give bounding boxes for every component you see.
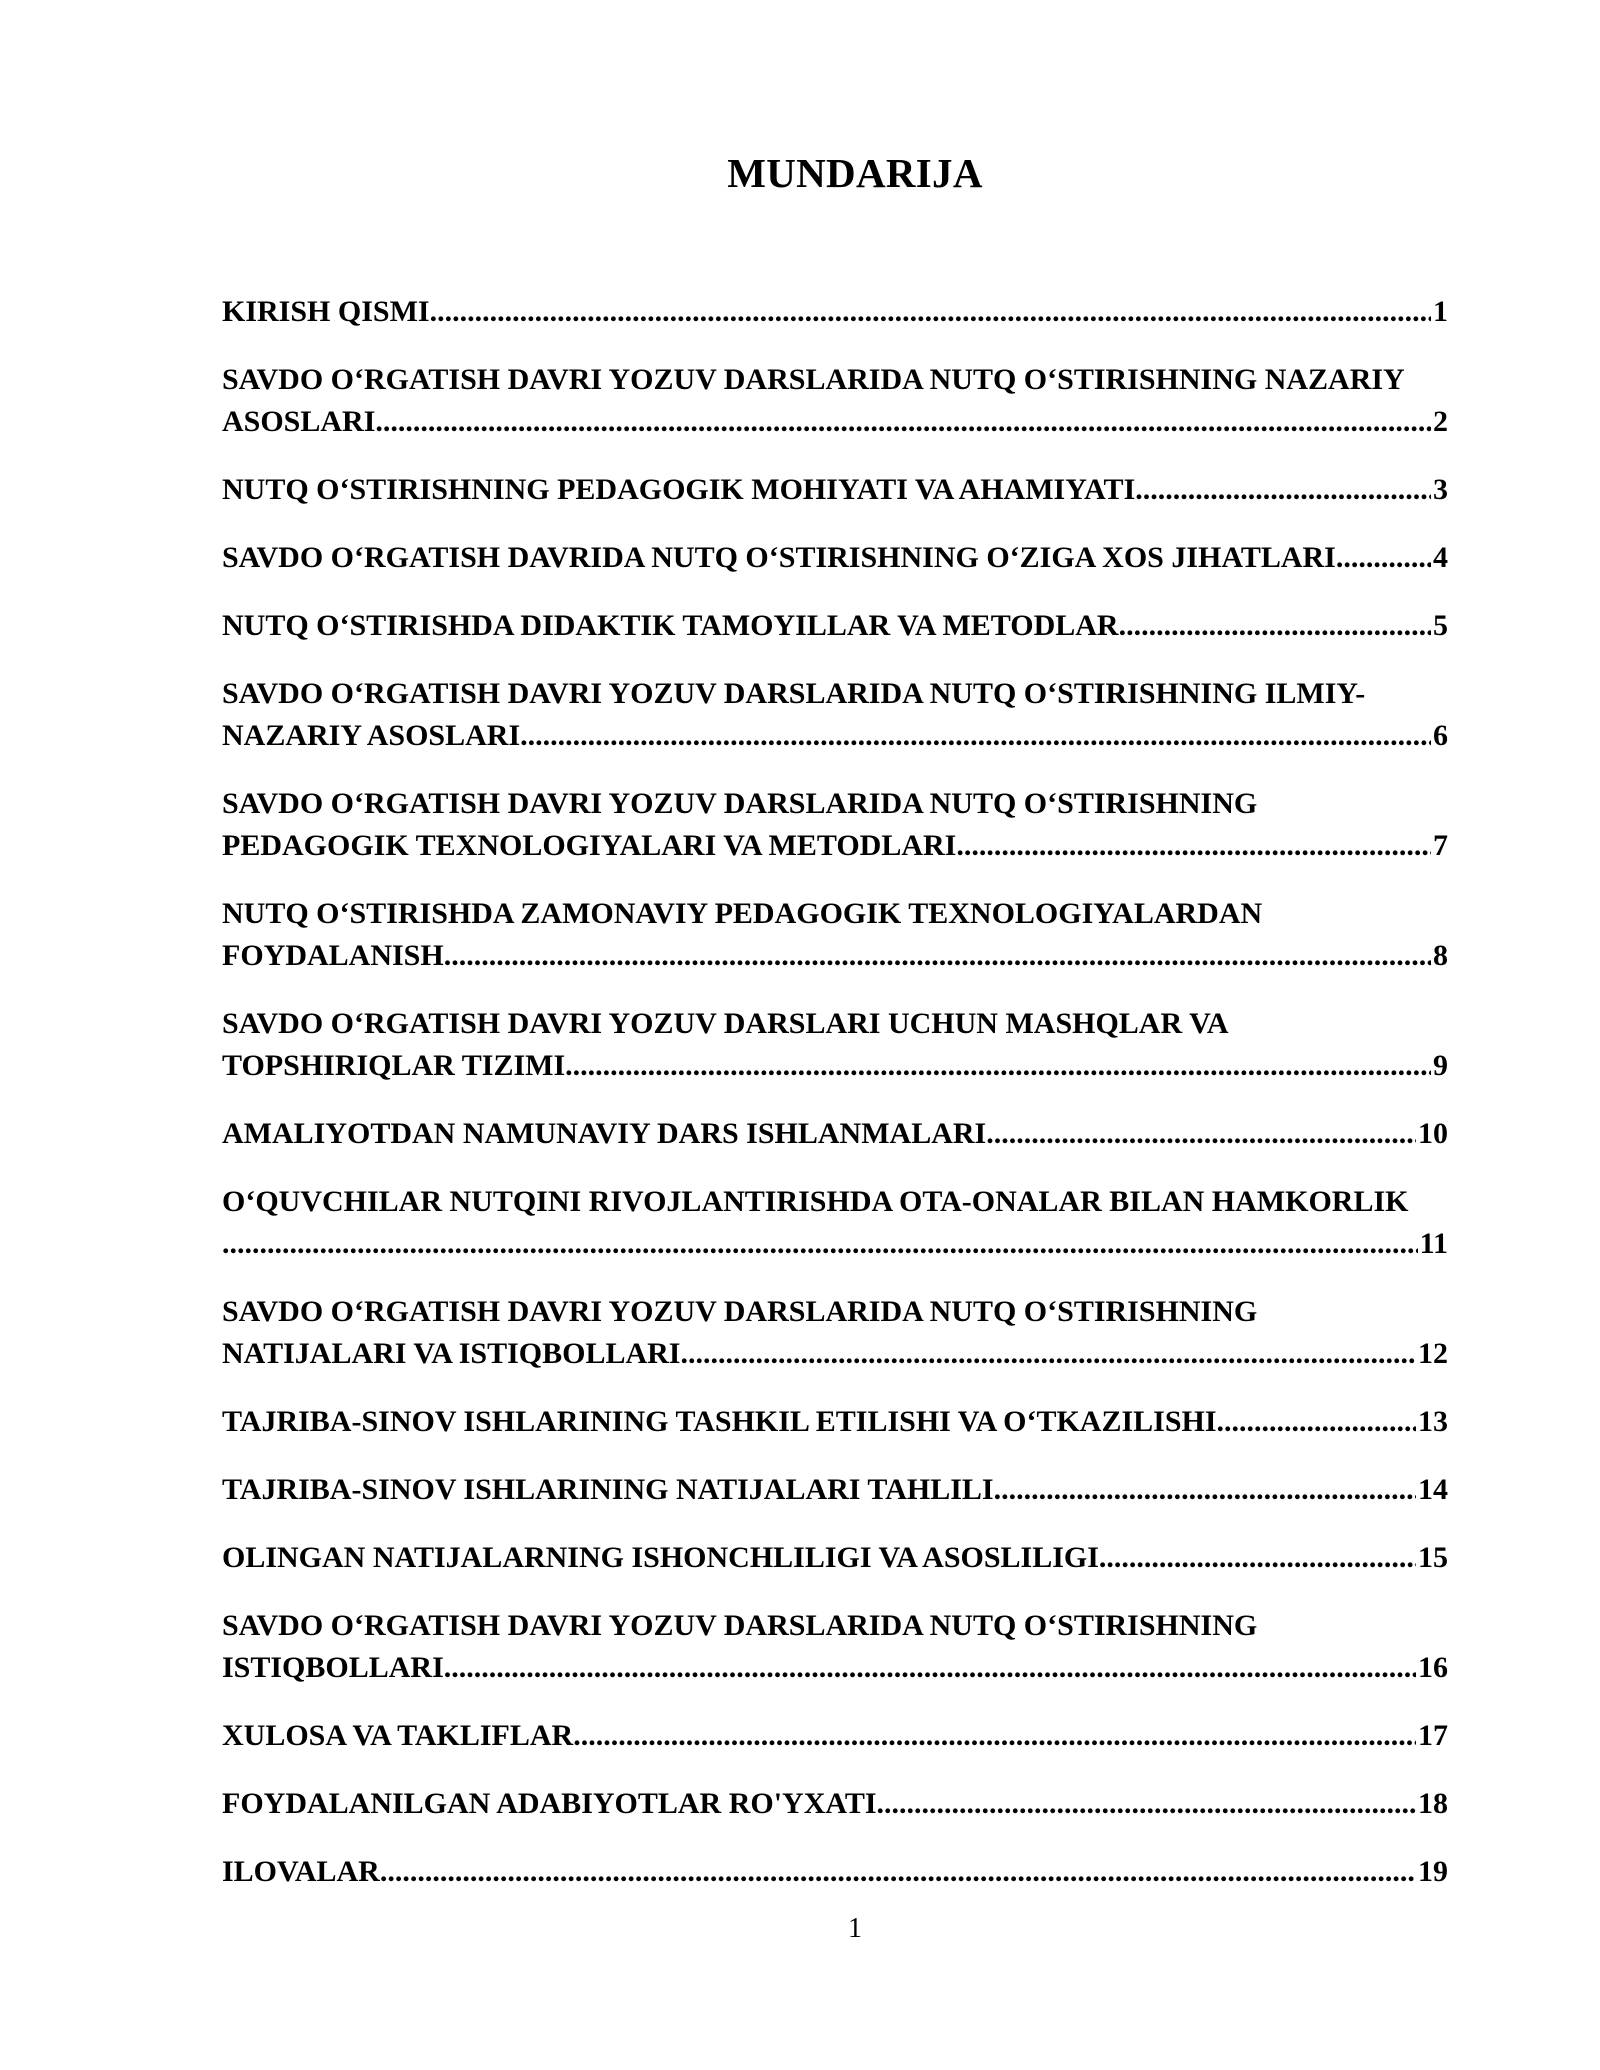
toc-page-number: 17 (1418, 1719, 1448, 1752)
toc-entry-line: SAVDO O‘RGATISH DAVRIDA NUTQ O‘STIRISHNING O‘ZIGA XOS JIHATLARI (222, 541, 1336, 574)
toc-entry[interactable] (222, 1851, 1448, 1893)
dot-leader (1217, 1401, 1416, 1443)
toc-entry-line: SAVDO O‘RGATISH DAVRI YOZUV DARSLARIDA NUTQ O‘STIRISHNING (222, 1609, 1258, 1642)
dot-leader (680, 1333, 1416, 1375)
toc-entry-last-line (222, 935, 1448, 977)
toc-entry-last-line (222, 1715, 1448, 1757)
toc-entry-last-line (222, 1113, 1448, 1155)
toc-page-number: 13 (1418, 1405, 1448, 1438)
toc-entry-last-line (222, 605, 1448, 647)
dot-leader (565, 1045, 1431, 1087)
toc-entry[interactable] (222, 1783, 1448, 1825)
toc-page-number: 16 (1418, 1651, 1448, 1684)
dot-leader (986, 1113, 1416, 1155)
toc-entry[interactable] (222, 1401, 1448, 1443)
toc-entry-line: SAVDO O‘RGATISH DAVRI YOZUV DARSLARIDA NUTQ O‘STIRISHNING ILMIY- (222, 677, 1366, 710)
toc-entry-last-line (222, 1045, 1448, 1087)
toc-entry[interactable] (222, 359, 1448, 443)
dot-leader (444, 1647, 1416, 1689)
toc-entry-line: ASOSLARI (222, 405, 376, 438)
toc-entry[interactable] (222, 469, 1448, 511)
toc-entry[interactable] (222, 537, 1448, 579)
toc-entry-last-line (222, 537, 1448, 579)
toc-entry-line: NATIJALARI VA ISTIQBOLLARI (222, 1337, 681, 1370)
toc-entry-last-line (222, 825, 1448, 867)
toc-entry-line: TAJRIBA-SINOV ISHLARINING NATIJALARI TAHLILI (222, 1473, 994, 1506)
toc-page-number: 8 (1433, 939, 1448, 972)
toc-entry-last-line (222, 401, 1448, 443)
dot-leader (520, 715, 1431, 757)
toc-entry-line: TAJRIBA-SINOV ISHLARINING TASHKIL ETILISHI VA O‘TKAZILISHI (222, 1405, 1217, 1438)
toc-entry-line: OLINGAN NATIJALARNING ISHONCHLILIGI VA ASOSLILIGI (222, 1541, 1099, 1574)
toc-entry-line: PEDAGOGIK TEXNOLOGIYALARI VA METODLARI (222, 829, 957, 862)
toc-entry-line: TOPSHIRIQLAR TIZIMI (222, 1049, 566, 1082)
toc-entry-last-line (222, 1333, 1448, 1375)
toc-entry-line: KIRISH QISMI (222, 295, 430, 328)
toc-entry[interactable] (222, 1181, 1448, 1265)
toc-page-number: 19 (1418, 1855, 1448, 1888)
dot-leader (877, 1783, 1416, 1825)
table-of-contents (222, 291, 1448, 1919)
dot-leader (380, 1851, 1416, 1893)
toc-entry-last-line (222, 715, 1448, 757)
toc-entry-line: NUTQ O‘STIRISHNING PEDAGOGIK MOHIYATI VA AHAMIYATI (222, 473, 1136, 506)
page-number: 1 (848, 1913, 862, 1944)
dot-leader (1336, 537, 1431, 579)
toc-entry[interactable] (222, 1537, 1448, 1579)
toc-entry-last-line (222, 1223, 1448, 1265)
toc-page-number: 10 (1418, 1117, 1448, 1150)
toc-page-number: 7 (1433, 829, 1448, 862)
toc-entry-line: SAVDO O‘RGATISH DAVRI YOZUV DARSLARIDA NUTQ O‘STIRISHNING (222, 787, 1258, 820)
dot-leader (430, 291, 1431, 333)
toc-entry[interactable] (222, 291, 1448, 333)
dot-leader (1099, 1537, 1416, 1579)
toc-entry-line: SAVDO O‘RGATISH DAVRI YOZUV DARSLARI UCHUN MASHQLAR VA (222, 1007, 1229, 1040)
toc-entry[interactable] (222, 1469, 1448, 1511)
toc-entry-last-line (222, 1647, 1448, 1689)
toc-entry-line: ILOVALAR (222, 1855, 380, 1888)
toc-page-number: 9 (1433, 1049, 1448, 1082)
toc-entry-last-line (222, 1851, 1448, 1893)
toc-entry-line: AMALIYOTDAN NAMUNAVIY DARS ISHLANMALARI (222, 1117, 987, 1150)
toc-entry-line: ISTIQBOLLARI (222, 1651, 444, 1684)
toc-entry-last-line (222, 1783, 1448, 1825)
toc-page-number: 5 (1433, 609, 1448, 642)
toc-entry-line: O‘QUVCHILAR NUTQINI RIVOJLANTIRISHDA OTA-ONALAR BILAN HAMKORLIK (222, 1185, 1409, 1218)
toc-page-number: 4 (1433, 541, 1448, 574)
toc-entry-line: XULOSA VA TAKLIFLAR (222, 1719, 574, 1752)
toc-page-number: 15 (1418, 1541, 1448, 1574)
toc-entry[interactable] (222, 673, 1448, 757)
toc-entry-line: SAVDO O‘RGATISH DAVRI YOZUV DARSLARIDA NUTQ O‘STIRISHNING NAZARIY (222, 363, 1405, 396)
dot-leader (1119, 605, 1431, 647)
toc-page-number: 3 (1433, 473, 1448, 506)
toc-page-number: 1 (1433, 295, 1448, 328)
toc-entry[interactable] (222, 893, 1448, 977)
dot-leader (994, 1469, 1416, 1511)
dot-leader (375, 401, 1431, 443)
toc-page-number: 12 (1418, 1337, 1448, 1370)
toc-entry-line: FOYDALANISH (222, 939, 444, 972)
toc-page-number: 6 (1433, 719, 1448, 752)
dot-leader (956, 825, 1431, 867)
toc-entry[interactable] (222, 1605, 1448, 1689)
toc-entry-line: FOYDALANILGAN ADABIYOTLAR RO'YXATI (222, 1787, 877, 1820)
dot-leader (573, 1715, 1416, 1757)
toc-entry[interactable] (222, 605, 1448, 647)
toc-page-number: 18 (1418, 1787, 1448, 1820)
toc-entry[interactable] (222, 783, 1448, 867)
toc-entry-line: NAZARIY ASOSLARI (222, 719, 521, 752)
toc-entry-last-line (222, 1401, 1448, 1443)
toc-entry[interactable] (222, 1715, 1448, 1757)
dot-leader (1135, 469, 1431, 511)
toc-entry[interactable] (222, 1291, 1448, 1375)
dot-leader (444, 935, 1431, 977)
dot-leader (222, 1223, 1418, 1265)
toc-entry-last-line (222, 1469, 1448, 1511)
toc-title: MUNDARIJA (727, 150, 983, 196)
toc-entry-last-line (222, 469, 1448, 511)
toc-entry-line: SAVDO O‘RGATISH DAVRI YOZUV DARSLARIDA NUTQ O‘STIRISHNING (222, 1295, 1258, 1328)
toc-page-number: 14 (1418, 1473, 1448, 1506)
toc-page-number: 2 (1433, 405, 1448, 438)
toc-entry[interactable] (222, 1113, 1448, 1155)
toc-entry-line: NUTQ O‘STIRISHDA DIDAKTIK TAMOYILLAR VA METODLAR (222, 609, 1119, 642)
toc-entry[interactable] (222, 1003, 1448, 1087)
toc-entry-line: NUTQ O‘STIRISHDA ZAMONAVIY PEDAGOGIK TEXNOLOGIYALARDAN (222, 897, 1263, 930)
toc-entry-last-line (222, 1537, 1448, 1579)
toc-page-number: 11 (1419, 1227, 1448, 1260)
toc-entry-last-line (222, 291, 1448, 333)
